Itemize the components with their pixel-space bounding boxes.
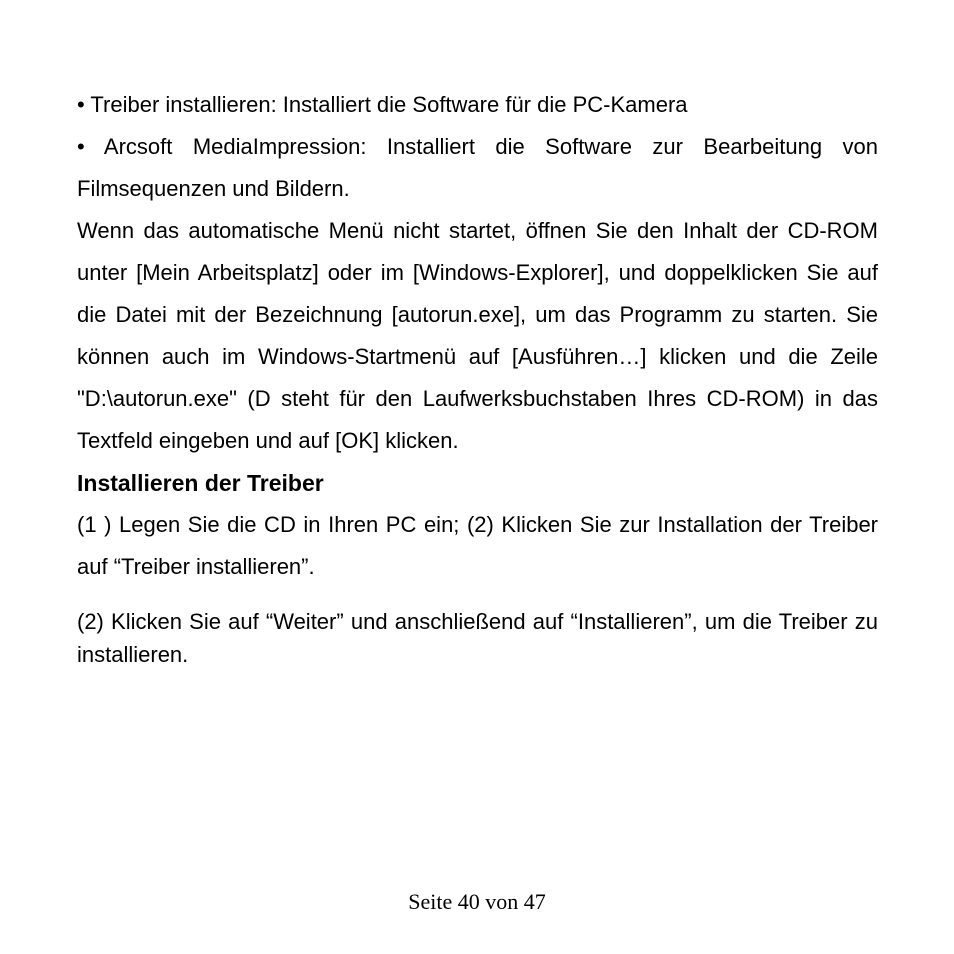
- page-number: Seite 40 von 47: [408, 889, 546, 914]
- document-body: [77, 84, 878, 671]
- section-heading: Installieren der Treiber: [77, 470, 324, 496]
- step-1-text: (1 ) Legen Sie die CD in Ihren PC ein; (2) Klicken Sie zur Installation der Treiber auf “Treiber installieren”.: [77, 512, 878, 579]
- paragraph-autorun: Wenn das automatische Menü nicht startet, öffnen Sie den Inhalt der CD-ROM unter [Mein Arbeitsplatz] oder im [Windows-Explorer], und doppelklicken Sie auf die Datei mit der Bezeichnung [autorun.exe], um das Programm zu starten. Sie können auch im Windows-Startmenü auf [Ausführen…] klicken und die Zeile "D:\autorun.exe" (D steht für den Laufwerksbuchstaben Ihres CD-ROM) in das Textfeld eingeben und auf [OK] klicken.: [77, 218, 878, 453]
- bullet-arcsoft: • Arcsoft MediaImpression: Installiert die Software zur Bearbeitung von Filmsequenzen und Bildern.: [77, 134, 878, 201]
- step-2-text: (2) Klicken Sie auf “Weiter” und anschließend auf “Installieren”, um die Treiber zu installieren.: [77, 609, 878, 667]
- bullet-driver-install: • Treiber installieren: Installiert die Software für die PC-Kamera: [77, 92, 688, 117]
